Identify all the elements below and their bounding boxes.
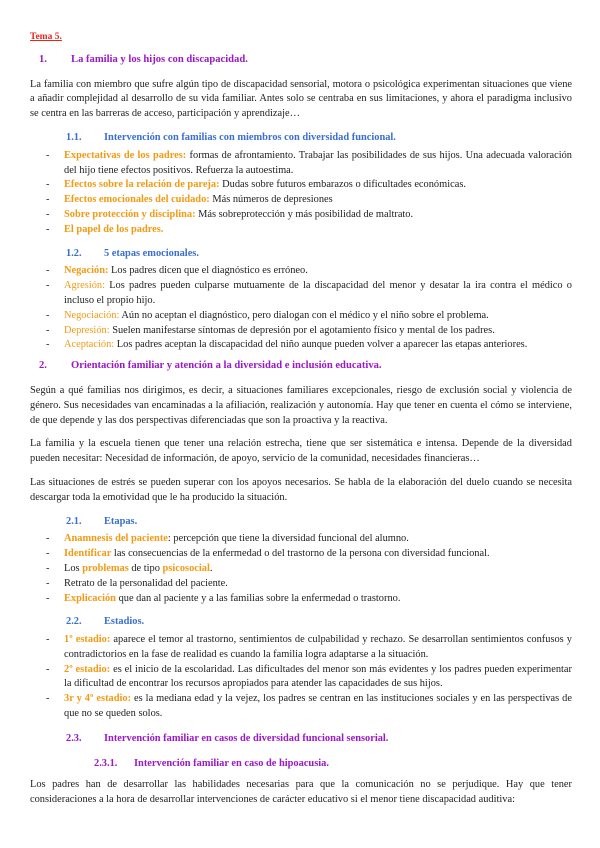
item-text: Los padres aceptan la discapacidad del niño aunque pueden volver a aparecer las etapas anteriores.: [114, 339, 528, 351]
item-text: que dan al paciente y a las familias sobre la enfermedad o trastorno.: [115, 592, 401, 604]
section-number: 2.: [39, 360, 47, 372]
dash-bullet: -: [46, 339, 50, 351]
dash-bullet: -: [46, 223, 50, 235]
item-text: .: [209, 562, 213, 574]
item-text: : percepción que tiene la diversidad funcional del alumno.: [167, 533, 409, 545]
list-item: [30, 279, 572, 309]
dash-bullet: -: [46, 577, 50, 589]
list-item: [30, 264, 572, 279]
subsection-2-3-heading: [30, 732, 572, 747]
hearing-loss-paragraph: Los padres han de desarrollar las habilidades necesarias para que la comunicación no se perjudique. Hay que tener consideraciones a la hora de desarrollar intervenciones de carácter educativo si el menor tiene discapacidad auditiva:: [30, 779, 572, 806]
list-item: [30, 547, 572, 562]
item-label: Agresión:: [64, 280, 105, 292]
item-text: formas de afrontamiento. Trabajar las posibilidades de sus hijos. Una adecuada valoración del hijo tiene efectos positivos. Refuerza la autoestima.: [64, 149, 572, 176]
subsection-1-1-heading: [30, 131, 572, 146]
item-label: problemas: [82, 562, 129, 574]
dash-bullet: -: [46, 208, 50, 220]
subsection-number: 2.2.: [66, 616, 82, 628]
item-text: de tipo: [128, 562, 163, 574]
document-page: [30, 30, 572, 817]
list-item: [30, 633, 572, 663]
subsection-title: Intervención con familias con miembros con diversidad funcional.: [104, 131, 396, 143]
list-item: [30, 309, 572, 324]
dash-bullet: -: [46, 309, 50, 321]
subsection-number: 1.2.: [66, 247, 82, 259]
emotional-stages-list: [30, 264, 572, 353]
dash-bullet: -: [46, 280, 50, 292]
list-item: [30, 178, 572, 193]
subsection-number: 2.3.: [66, 732, 82, 744]
list-item: [30, 663, 572, 693]
list-item: [30, 149, 572, 179]
subsection-2-3-1-heading: [30, 757, 572, 772]
subsection-2-1-heading: [30, 515, 572, 530]
dash-bullet: -: [46, 548, 50, 560]
section-2-paragraph: La familia y la escuela tienen que tener una relación estrecha, tiene que ser sistemática e intensa. Depende de la diversidad pueden necesitar: Necesidad de información, de apoyo, servicio de la comunidad, necesidades financieras…: [30, 438, 572, 465]
item-label: 3r y 4º estadio:: [64, 693, 132, 705]
list-item: [30, 577, 572, 592]
dash-bullet: -: [46, 194, 50, 206]
section-title: La familia y los hijos con discapacidad.: [71, 53, 248, 65]
item-text: es la mediana edad y la vejez, los padres se centran en las instituciones sociales y en las perspectivas de que no se queden solos.: [64, 693, 572, 720]
list-item: [30, 562, 572, 577]
item-label: Anamnesis del paciente: [64, 533, 168, 545]
list-item: [30, 193, 572, 208]
item-label: Efectos sobre la relación de pareja:: [64, 179, 220, 191]
dash-bullet: -: [46, 179, 50, 191]
section-title: Orientación familiar y atención a la diversidad e inclusión educativa.: [71, 360, 382, 372]
section-2-paragraph: Según a qué familias nos dirigimos, es decir, a situaciones familiares excepcionales, riesgo de exclusión social y violencia de género. Sus necesidades van encaminadas a la afiliación, realización y autonomía. Hay que tener en cuenta el cómo se interviene, de que depende y las dos perspectivas diferenciadas que son la proactiva y la reactiva.: [30, 384, 572, 426]
item-label: 1º estadio:: [64, 634, 111, 646]
item-label: El papel de los padres.: [64, 223, 164, 235]
item-text: Aún no aceptan el diagnóstico, pero dialogan con el médico y el niño sobre el problema.: [119, 309, 489, 321]
dash-bullet: -: [46, 324, 50, 336]
item-label: Negación:: [64, 265, 109, 277]
list-item: [30, 208, 572, 223]
list-item: [30, 338, 572, 353]
section-number: 1.: [39, 53, 47, 65]
dash-bullet: -: [46, 693, 50, 705]
item-text: Retrato de la personalidad del paciente.: [64, 577, 228, 589]
item-label: Efectos emocionales del cuidado:: [64, 194, 210, 206]
item-text: Más sobreprotección y más posibilidad de maltrato.: [195, 208, 414, 220]
item-label: Expectativas de los padres:: [64, 149, 187, 161]
subsection-title: Etapas.: [104, 515, 138, 527]
topic-label: Tema 5.: [30, 32, 62, 42]
item-text: es el inicio de la escolaridad. Las dificultades del menor son más evidentes y los padres pueden experimentar la dificultad de encontrar los recursos apropiados para atender las capacidades de sus hijos.: [64, 663, 572, 690]
item-text: Dudas sobre futuros embarazos o dificultades económicas.: [219, 179, 466, 191]
dash-bullet: -: [46, 265, 50, 277]
subsection-title: Estadios.: [104, 616, 145, 628]
dash-bullet: -: [46, 663, 50, 675]
list-item: [30, 692, 572, 722]
subsection-number: 2.1.: [66, 515, 82, 527]
item-label: Aceptación:: [64, 339, 115, 351]
item-label: Identificar: [64, 548, 112, 560]
phases-list: [30, 633, 572, 722]
dash-bullet: -: [46, 562, 50, 574]
item-text: Los padres pueden culparse mutuamente de la discapacidad del menor y desatar la ira contra el médico o incluso el propio hijo.: [64, 280, 572, 306]
list-item: [30, 324, 572, 339]
item-text: las consecuencias de la enfermedad o del trastorno de la persona con diversidad funcional.: [111, 548, 490, 560]
subsection-number: 2.3.1.: [94, 757, 118, 769]
section-1-intro: La familia con miembro que sufre algún tipo de discapacidad sensorial, motora o psicológica experimentan situaciones que viene a añadir complejidad al desarrollo de su vida familiar. Antes solo se centraba en sus limitaciones, y ahora el paradigma inclusivo se centra en las barreras de acceso, participación y aprendizaje…: [30, 78, 572, 120]
dash-bullet: -: [46, 592, 50, 604]
item-text: aparece el temor al trastorno, sentimientos de culpabilidad y rechazo. Se desarrollan sentimientos confusos y contradictorios en la fase de realidad es cuando la familia logra adaptarse a la situación.: [64, 634, 572, 660]
subsection-title: 5 etapas emocionales.: [104, 247, 199, 259]
item-text: Suelen manifestarse síntomas de depresión por el agotamiento físico y mental de los padres.: [109, 324, 495, 336]
list-item: [30, 223, 572, 238]
item-label: Depresión:: [64, 324, 110, 336]
dash-bullet: -: [46, 634, 50, 646]
subsection-title: Intervención familiar en caso de hipoacusia.: [134, 757, 329, 769]
subsection-2-2-heading: [30, 615, 572, 630]
subsection-1-2-heading: [30, 247, 572, 262]
item-text: Más números de depresiones: [209, 194, 333, 206]
subsection-number: 1.1.: [66, 131, 82, 143]
list-item: [30, 532, 572, 547]
item-text: Los padres dicen que el diagnóstico es erróneo.: [108, 265, 308, 277]
item-label: Sobre protección y disciplina:: [64, 208, 196, 220]
item-label: Negociación:: [64, 309, 120, 321]
item-label: psicosocial: [162, 562, 210, 574]
list-item: [30, 592, 572, 607]
dash-bullet: -: [46, 533, 50, 545]
item-label: 2º estadio:: [64, 663, 111, 675]
stages-list: [30, 532, 572, 606]
item-label: Explicación: [64, 592, 116, 604]
family-intervention-list: [30, 149, 572, 238]
item-text: Los: [64, 562, 83, 574]
section-1-heading: [30, 53, 572, 68]
section-2-heading: [30, 359, 572, 374]
section-2-paragraph: Las situaciones de estrés se pueden superar con los apoyos necesarios. Se habla de la elaboración del duelo cuando se necesita descargar toda la emotividad que le ha producido la situación.: [30, 476, 572, 503]
dash-bullet: -: [46, 149, 50, 161]
subsection-title: Intervención familiar en casos de diversidad funcional sensorial.: [104, 732, 389, 744]
